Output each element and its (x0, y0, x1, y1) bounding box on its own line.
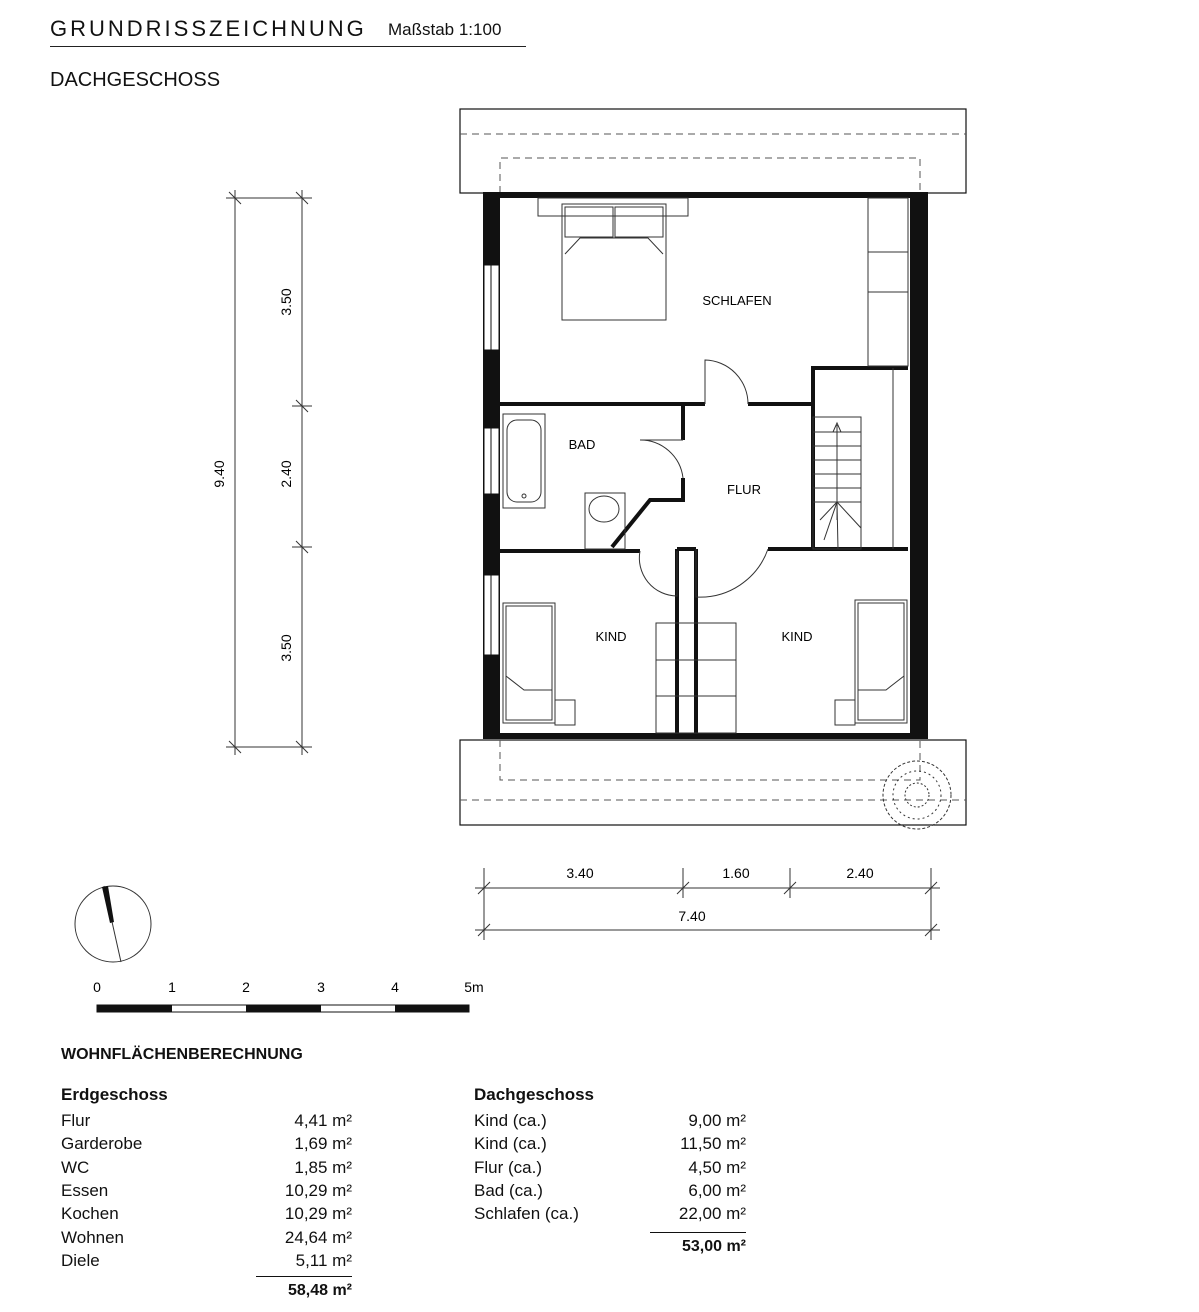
area-calc-heading: WOHNFLÄCHENBERECHNUNG (61, 1046, 303, 1063)
bathtub (503, 414, 545, 508)
area-row-name: Garderobe (61, 1134, 143, 1154)
dim-vertical-total: 9.40 (211, 460, 227, 488)
wardrobe-schlafen (868, 198, 908, 366)
dim-vertical-2: 2.40 (278, 460, 294, 488)
area-row-value: 22,00 m² (678, 1204, 746, 1224)
area-row-value: 24,64 m² (284, 1227, 352, 1247)
area-row (61, 1111, 352, 1134)
dim-horizontal-1: 3.40 (566, 865, 594, 881)
area-row-name: Diele (61, 1250, 100, 1270)
area-row-name: Schlafen (ca.) (474, 1204, 579, 1224)
area-row-name: Flur (ca.) (474, 1157, 542, 1177)
area-row-value: 4,41 m² (294, 1111, 352, 1130)
area-row-value: 9,00 m² (688, 1111, 746, 1130)
roof-overhang-top (460, 109, 966, 193)
dim-vertical-3: 3.50 (278, 634, 294, 662)
scale-label: Maßstab 1:100 (388, 20, 502, 39)
north-arrow-icon (75, 886, 151, 962)
attic-total-line (650, 1232, 746, 1233)
ground-total: 58,48 m² (287, 1282, 352, 1299)
area-row-name: Flur (61, 1111, 91, 1130)
scale-tick-3: 3 (317, 979, 325, 995)
area-row-value: 1,69 m² (294, 1134, 352, 1154)
scale-tick-1: 1 (168, 979, 176, 995)
scale-tick-5: 5m (464, 979, 484, 995)
vertical-dimension (226, 190, 312, 755)
area-row-value: 11,50 m² (680, 1134, 746, 1154)
attic-heading: Dachgeschoss (474, 1085, 594, 1104)
scale-tick-2: 2 (242, 979, 250, 995)
area-row (474, 1158, 746, 1181)
area-row (61, 1181, 352, 1204)
left-windows (484, 265, 499, 655)
area-row-name: Kochen (61, 1204, 119, 1224)
area-row (474, 1134, 746, 1157)
dim-horizontal-total: 7.40 (678, 908, 706, 924)
floor-label: DACHGESCHOSS (50, 69, 221, 91)
scale-tick-4: 4 (391, 979, 399, 995)
room-label-flur: FLUR (727, 482, 761, 497)
area-row (474, 1111, 746, 1134)
area-row-name: Kind (ca.) (474, 1111, 547, 1130)
drawing-title: GRUNDRISSZEICHNUNG (50, 16, 367, 41)
area-row-name: WC (61, 1157, 90, 1177)
area-row-name: Wohnen (61, 1227, 125, 1247)
area-row (474, 1181, 746, 1204)
area-row (61, 1158, 352, 1181)
ground-floor-heading: Erdgeschoss (61, 1085, 168, 1104)
room-label-bad: BAD (568, 437, 596, 452)
area-row-name: Kind (ca.) (474, 1134, 547, 1154)
area-row-value: 6,00 m² (688, 1180, 746, 1200)
staircase (813, 368, 893, 549)
room-label-kind-left: KIND (595, 629, 627, 644)
doors (639, 360, 768, 597)
roof-overhang-bottom (460, 740, 966, 825)
area-row (61, 1251, 352, 1274)
interior-walls (500, 368, 908, 735)
double-bed (538, 198, 688, 320)
room-label-kind-right: KIND (781, 629, 813, 644)
area-row-name: Bad (ca.) (474, 1180, 543, 1200)
scale-tick-0: 0 (93, 979, 101, 995)
area-row (61, 1228, 352, 1251)
attic-total: 53,00 m² (681, 1238, 746, 1255)
ground-total-line (256, 1276, 352, 1277)
dim-horizontal-3: 2.40 (846, 865, 874, 881)
single-bed-left (503, 603, 575, 725)
dim-vertical-1: 3.50 (278, 288, 294, 316)
room-label-schlafen: SCHLAFEN (702, 293, 772, 308)
area-row-value: 10,29 m² (284, 1204, 352, 1224)
dim-horizontal-2: 1.60 (722, 865, 750, 881)
area-row (61, 1134, 352, 1157)
area-row (474, 1204, 746, 1227)
area-row-value: 4,50 m² (688, 1157, 746, 1177)
scale-bar (97, 1005, 469, 1012)
area-row-value: 5,11 m² (295, 1250, 352, 1270)
area-row-value: 10,29 m² (284, 1180, 352, 1200)
area-row (61, 1204, 352, 1227)
area-row-value: 1,85 m² (294, 1157, 352, 1177)
area-row-name: Essen (61, 1180, 109, 1200)
single-bed-right (835, 600, 907, 725)
tree-symbol (883, 761, 951, 829)
